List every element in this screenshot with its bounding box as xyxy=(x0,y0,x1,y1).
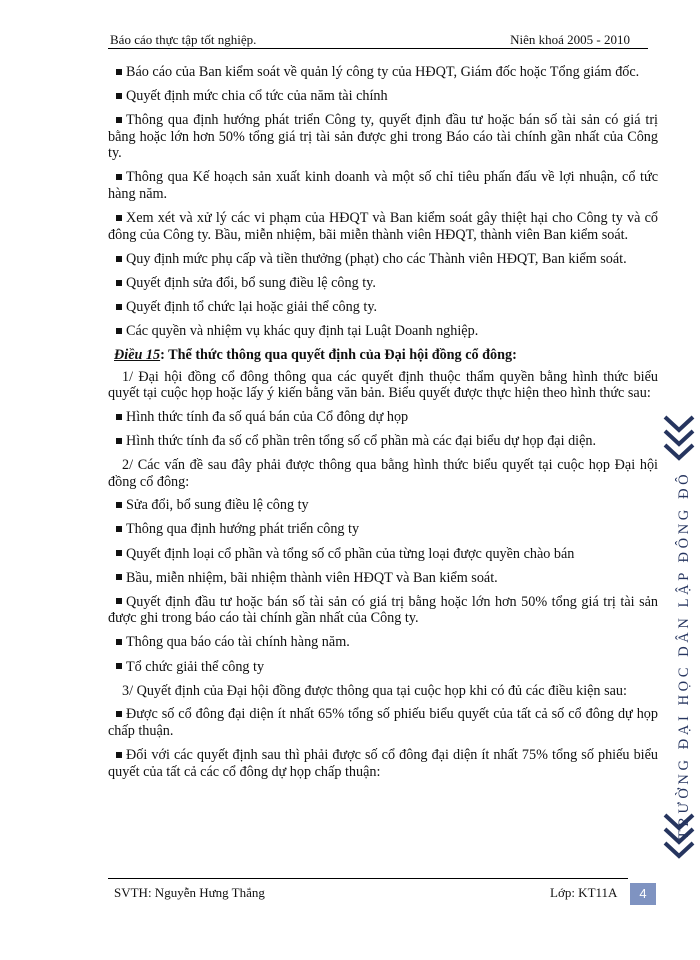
list-item: Quyết định sửa đổi, bổ sung điều lệ công ty. xyxy=(108,275,658,292)
list-item: Thông qua báo cáo tài chính hàng năm. xyxy=(108,634,658,651)
list-item: Được số cổ đông đại diện ít nhất 65% tổng số phiếu biểu quyết của tất cả số cổ đông dự họp chấp thuận. xyxy=(108,706,658,739)
list-item: Đối với các quyết định sau thì phải được số cổ đông đại diện ít nhất 75% tổng số phiếu biểu quyết của tất cả các cổ đông dự họp chấp thuận: xyxy=(108,746,658,780)
footer-rule xyxy=(108,878,628,879)
footer-student-name: SVTH: Nguyễn Hưng Thắng xyxy=(114,885,265,900)
article-heading xyxy=(108,347,658,364)
list-item: Quy định mức phụ cấp và tiền thưởng (phạt) cho các Thành viên HĐQT, Ban kiểm soát. xyxy=(108,251,658,268)
list-item: Báo cáo của Ban kiểm soát về quản lý công ty của HĐQT, Giám đốc hoặc Tổng giám đốc. xyxy=(108,64,658,81)
page-number: 4 xyxy=(630,883,656,905)
list-item: Hình thức tính đa số quá bán của Cổ đông dự họp xyxy=(108,409,658,426)
bullet-icon xyxy=(116,663,122,669)
header-report-title: Báo cáo thực tập tốt nghiệp. xyxy=(110,32,257,47)
bullet-icon xyxy=(116,304,122,310)
bullet-icon xyxy=(116,280,122,286)
bullet-icon xyxy=(116,117,122,123)
list-item: Hình thức tính đa số cổ phần trên tổng số cổ phần mà các đại biểu dự họp đại diện. xyxy=(108,433,658,450)
paragraph-2: 2/ Các vấn đề sau đây phải được thông qua bằng hình thức biểu quyết tại cuộc họp Đại hội đồng cổ đông: xyxy=(108,457,658,490)
bullet-icon xyxy=(116,328,122,334)
page-header xyxy=(108,30,648,49)
list-item: Quyết định mức chia cổ tức của năm tài chính xyxy=(108,88,658,105)
bullet-icon xyxy=(116,711,122,717)
bullet-icon xyxy=(116,502,122,508)
bullet-icon xyxy=(116,526,122,532)
list-item: Các quyền và nhiệm vụ khác quy định tại Luật Doanh nghiệp. xyxy=(108,323,658,340)
bullet-icon xyxy=(116,752,122,758)
list-item: Thông qua Kế hoạch sản xuất kinh doanh và một số chỉ tiêu phấn đấu về lợi nhuận, cổ tức hàng năm. xyxy=(108,169,658,203)
paragraph-3: 3/ Quyết định của Đại hội đồng được thông qua tại cuộc họp khi có đủ các điều kiện sau: xyxy=(122,682,627,699)
bullet-icon xyxy=(116,215,122,221)
list-item: Sửa đổi, bổ sung điều lệ công ty xyxy=(108,497,658,514)
header-academic-year: Niên khoá 2005 - 2010 xyxy=(510,32,630,47)
list-item: Tổ chức giải thể công ty xyxy=(108,659,658,676)
bullet-icon xyxy=(116,414,122,420)
page-content xyxy=(108,64,658,788)
chevrons-down-icon xyxy=(662,812,696,862)
footer-class: Lớp: KT11A xyxy=(550,885,618,900)
bullet-icon xyxy=(116,69,122,75)
article-title: : Thể thức thông qua quyết định của Đại hội đồng cổ đông: xyxy=(160,347,517,364)
bullet-icon xyxy=(116,438,122,444)
list-item: Xem xét và xử lý các vi phạm của HĐQT và Ban kiểm soát gây thiệt hại cho Công ty và cổ đông của Công ty. Bầu, miễn nhiệm, bãi miễn thành viên HĐQT, thành viên Ban kiểm soát. xyxy=(108,210,658,243)
bullet-icon xyxy=(116,598,122,604)
list-item: Quyết định đầu tư hoặc bán số tài sản có giá trị bằng hoặc lớn hơn 50% tổng giá trị tài sản được ghi trong báo cáo tài chính gần nhất của Công ty. xyxy=(108,593,658,627)
bullet-icon xyxy=(116,256,122,262)
article-label: Điều 15 xyxy=(114,347,161,364)
bullet-icon xyxy=(116,174,122,180)
list-item: Quyết định loại cổ phần và tổng số cổ phần của từng loại được quyền chào bán xyxy=(108,546,658,563)
bullet-icon xyxy=(116,574,122,580)
list-item: Thông qua định hướng phát triển công ty xyxy=(108,521,658,538)
list-item: Quyết định tổ chức lại hoặc giải thể công ty. xyxy=(108,299,658,316)
list-item: Bầu, miễn nhiệm, bãi nhiệm thành viên HĐQT và Ban kiểm soát. xyxy=(108,570,658,587)
bullet-icon xyxy=(116,550,122,556)
bullet-icon xyxy=(116,639,122,645)
paragraph-1: 1/ Đại hội đồng cổ đông thông qua các quyết định thuộc thẩm quyền bằng hình thức biểu quyết tại cuộc họp hoặc lấy ý kiến bằng văn bản. Biểu quyết được thực hiện theo hình thức sau: xyxy=(108,368,658,402)
university-name-vertical: TRƯỜNG ĐẠI HỌC DÂN LẬP ĐÔNG ĐÔ xyxy=(676,470,692,840)
bullet-icon xyxy=(116,93,122,99)
list-item: Thông qua định hướng phát triển Công ty, quyết định đầu tư hoặc bán số tài sản có giá trị bằng hoặc lớn hơn 50% tổng giá trị tài sản được ghi trong Báo cáo tài chính gần nhất của Công ty. xyxy=(108,112,658,162)
